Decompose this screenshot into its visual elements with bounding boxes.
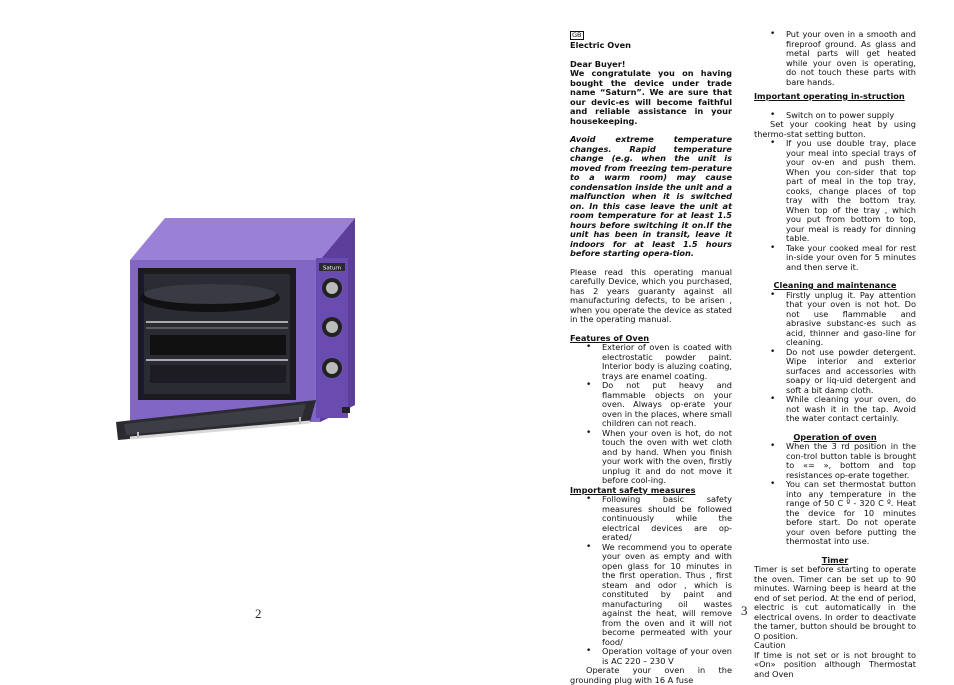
- caution-label: Caution: [754, 640, 786, 650]
- operation-list: [754, 442, 916, 547]
- safety-heading: Important safety measures: [570, 484, 696, 495]
- list-item: • Firstly unplug it. Pay attention that your oven is not hot. Do not use flammable and abrasive substanc-es such as acid, thinner and gaso-line for cleaning.: [786, 291, 916, 348]
- list-item: • When the 3 rd position in the con-trol button table is brought to «= », bottom and top resistances op-erate together.: [786, 442, 916, 480]
- list-item: • Do not use powder detergent. Wipe interior and exterior surfaces and accessories with soapy or liq-uid detergent and soft a bit damp cloth.: [786, 348, 916, 396]
- instruction-heading: Important operating in-struction: [754, 91, 905, 101]
- list-item: • When your oven is hot, do not touch the oven with wet cloth and by hand. When you finish your work with the oven, firstly unplug it and do not move it before cool-ing.: [602, 429, 732, 486]
- warning-paragraph: Avoid extreme temperature changes. Rapid temperature change (e.g. when the unit is moved from freezing tem-perature to a warm room) may cause condensation inside the unit and a malfunction when it is switched on. In this case leave the unit at room temperature for at least 1.5 hours before switching it on.If the unit has been in transit, leave it indoors for at least 1.5 hours before starting opera-tion.: [570, 134, 732, 258]
- caution-paragraph: If time is not set or is not brought to «On» position although Thermostat and Oven: [754, 649, 916, 679]
- guarantee-paragraph: Please read this operating manual carefully Device, which you purchased, has 2 years guaranty against all manufacturing defects, to be arisen , when you operate the device as stated in the operating manual.: [570, 266, 732, 324]
- features-heading: Features of Oven: [570, 332, 650, 343]
- timer-paragraph: Timer is set before starting to operate the oven. Timer can be set up to 90 minutes. Warning beep is heard at the end of set period. At the end of period, electric is cut automatically in the electrical ovens. In order to deactivate the tamer, button should be brought to O position.: [754, 564, 916, 641]
- list-item: • Operation voltage of your oven is AC 220 – 230 V: [602, 647, 732, 666]
- brand-label: Saturn: [322, 265, 342, 272]
- list-item: • Switch on to power supply: [786, 111, 916, 121]
- list-item: • We recommend you to operate your oven as empty and with open glass for 10 minutes in the first operation. Thus , first steam and odor , which is constituted by paint and manufacturing oil wastes against the heat, will remove from the oven and it will not become permeated with your food/: [602, 543, 732, 648]
- list-item: • You can set thermostat button into any temperature in the range of 50 C º - 320 C º. Heat the device for 10 minutes before start. Do not operate your oven before putting the thermostat into use.: [786, 480, 916, 547]
- list-item: • Put your oven in a smooth and fireproof ground. As glass and metal parts will get heated while your oven is operating, do not touch these parts with bare hands.: [786, 30, 916, 87]
- grounding-paragraph: Operate your oven in the grounding plug with 16 A fuse: [570, 665, 732, 685]
- safety-list: [570, 495, 732, 666]
- cleaning-list: [754, 291, 916, 424]
- list-item: • Take your cooked meal for rest in-side your oven for 5 minutes and then serve it.: [786, 244, 916, 273]
- intro-paragraph: We congratulate you on having bought the device under trade name “Saturn”. We are sure that our devic-es will become faithful and reliable assistance in your housekeeping.: [570, 68, 732, 126]
- doc-title: Electric Oven: [570, 40, 631, 50]
- list-item: • Do not put heavy and flammable objects on your oven. Always op-erate your oven in the places, where small children can not reach.: [602, 381, 732, 429]
- oven-illustration: [110, 210, 375, 450]
- instruction-list: [754, 139, 916, 272]
- list-item: • If you use double tray, place your meal into special trays of your ov-en and push them. When you con-sider that top part of meal in the top tray, cooks, change places of top tray with the bottom tray. When top of the tray , which you put from bottom to top, your meal is ready for dinning table.: [786, 139, 916, 244]
- column-left: [570, 30, 732, 685]
- features-list: [570, 343, 732, 486]
- language-badge: GB: [572, 31, 582, 39]
- placement-list: [754, 30, 916, 87]
- page-number-left: 2: [255, 606, 262, 621]
- page-number-right: 3: [741, 603, 748, 618]
- list-item: • Following basic safety measures should be followed continuously while the electrical devices are op-erated/: [602, 495, 732, 543]
- list-item: • Exterior of oven is coated with electrostatic powder paint. Interior body is aluzing coating, trays are enamel coating.: [602, 343, 732, 381]
- list-item: • While cleaning your oven, do not wash it in the tap. Avoid the water contact certainly.: [786, 395, 916, 424]
- timer-heading: Timer: [821, 554, 849, 565]
- greeting: Dear Buyer!: [570, 58, 626, 69]
- cleaning-heading: Cleaning and maintenance: [773, 280, 897, 290]
- set-heat-paragraph: Set your cooking heat by using thermo-stat setting button.: [754, 119, 916, 139]
- column-right: [754, 30, 916, 679]
- operation-heading: Operation of oven: [793, 431, 877, 442]
